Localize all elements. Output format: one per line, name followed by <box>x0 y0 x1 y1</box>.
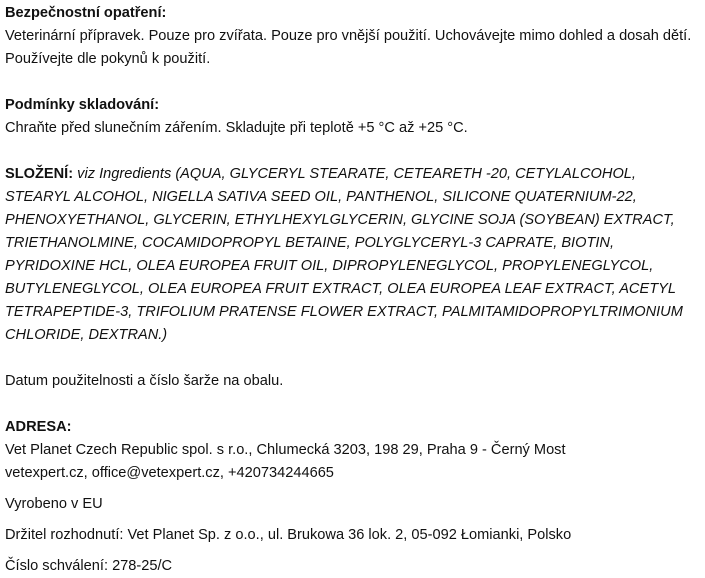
spacer <box>5 347 699 370</box>
expiry-note: Datum použitelnosti a číslo šarže na obalu. <box>5 373 284 389</box>
safety-text: Veterinární přípravek. Pouze pro zvířata. Pouze pro vnější použití. Uchovávejte mimo dohled a dosah dětí. Používejte dle pokynů k použití. <box>5 28 692 67</box>
storage-text: Chraňte před slunečním zářením. Skladujte při teplotě +5 °C až +25 °C. <box>5 120 468 136</box>
safety-heading: Bezpečnostní opatření: <box>5 5 167 21</box>
composition-text: viz Ingredients (AQUA, GLYCERYL STEARATE, CETEARETH -20, CETYLALCOHOL, STEARYL ALCOHOL, NIGELLA SATIVA SEED OIL, PANTHENOL, SILICONE QUATERNIUM-22, PHENOXYETHANOL, GLYCERIN, ETHYLHEXYLGLYCERIN, GLYCINE SOJA (SOYBEAN) EXTRACT, TRIETHANOLMINE, COCAMIDOPROPYL BETAINE, POLYGLYCERYL-3 CAPRATE, BIOTIN, PYRIDOXINE HCL, OLEA EUROPEA FRUIT OIL, DIPROPYLENEGLYCOL, PROPYLENEGLYCOL, BUTYLENEGLYCOL, OLEA EUROPEA FRUIT EXTRACT, OLEA EUROPEA LEAF EXTRACT, ACETYL TETRAPEPTIDE-3, TRIFOLIUM PRATENSE FLOWER EXTRACT, PALMITAMIDOPROPYLTRIMONIUM CHLORIDE, DEXTRAN.) <box>5 166 683 343</box>
spacer <box>5 547 699 555</box>
approval-number: Číslo schválení: 278-25/C <box>5 558 173 574</box>
composition-heading: SLOŽENÍ: <box>5 166 74 182</box>
made-in: Vyrobeno v EU <box>5 496 103 512</box>
marketing-holder: Držitel rozhodnutí: Vet Planet Sp. z o.o., ul. Brukowa 36 lok. 2, 05-092 Łomianki, Polsko <box>5 527 572 543</box>
storage-heading: Podmínky skladování: <box>5 97 160 113</box>
spacer <box>5 140 699 163</box>
spacer <box>5 393 699 416</box>
address-line-1: Vet Planet Czech Republic spol. s r.o., Chlumecká 3203, 198 29, Praha 9 - Černý Most <box>5 442 566 458</box>
spacer <box>5 71 699 94</box>
composition-block <box>5 163 699 347</box>
address-line-2: vetexpert.cz, office@vetexpert.cz, +420734244665 <box>5 465 334 481</box>
spacer <box>5 516 699 524</box>
address-heading: ADRESA: <box>5 419 72 435</box>
spacer <box>5 485 699 493</box>
